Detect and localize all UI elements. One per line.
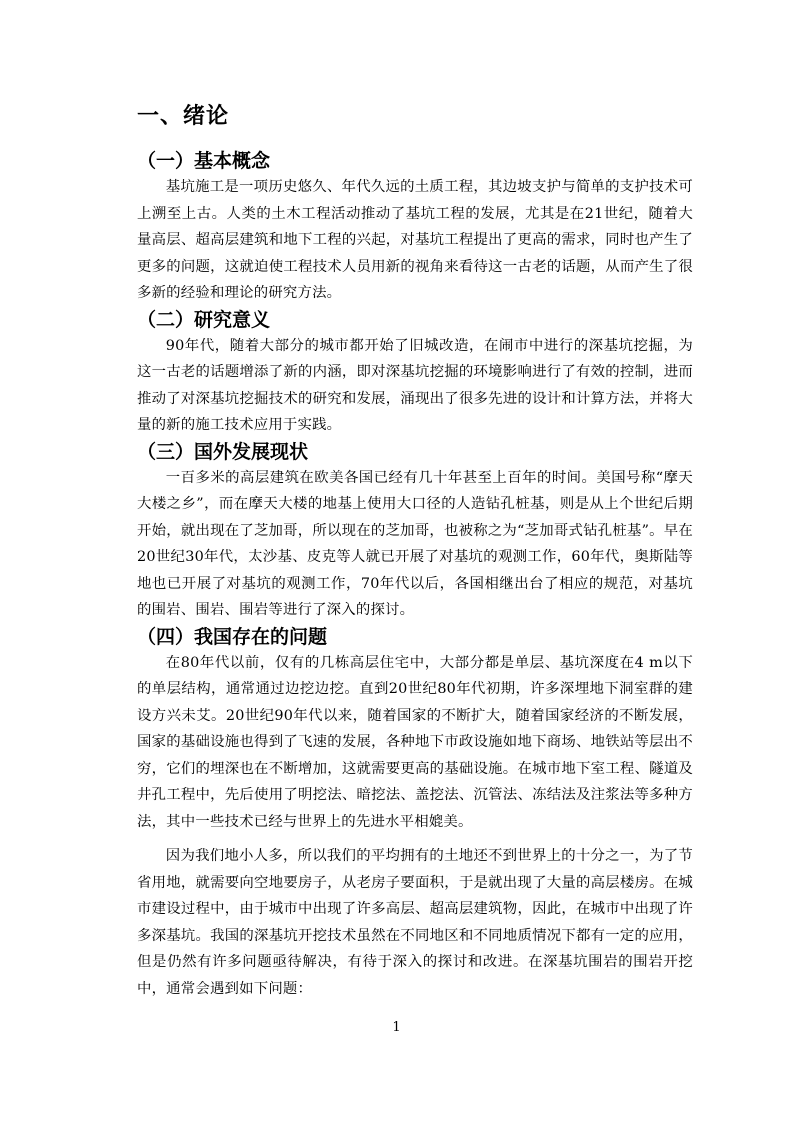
section-heading: （二）研究意义 xyxy=(137,308,271,331)
section-research-significance xyxy=(137,307,693,439)
page-number: 1 xyxy=(392,1020,401,1035)
section-heading: （一）基本概念 xyxy=(137,150,271,172)
paragraph: 因为我们地小人多，所以我们的平均拥有的土地还不到世界上的十分之一，为了节省用地，就需要向空地要房子，从老房子要面积，于是就出现了大量的高层楼房。在城市建设过程中，由于城市中出现了许多高层、超高层建筑物，因此，在城市中出现了许多深基坑。我国的深基坑开挖技术虽然在不同地区和不同地质情况下都有一定的应用，但是仍然有许多问题亟待解决，有待于深入的探讨和改进。在深基坑围岩的围岩开挖中，通常会遇到如下问题： xyxy=(137,848,693,997)
chapter-title: 一、绪论 xyxy=(137,104,230,129)
paragraph: 在80年代以前，仅有的几栋高层住宅中，大部分都是单层、基坑深度在4 m以下的单层结构，通常通过边挖边挖。直到20世纪80年代初期，许多深埋地下洞室群的建设方兴未艾。20世纪90年代以来，随着国家的不断扩大，随着国家经济的不断发展，国家的基础设施也得到了飞速的发展，各种地下市政设施如地下商场、地铁站等层出不穷，它们的埋深也在不断增加，这就需要更高的基础设施。在城市地下室工程、隧道及井孔工程中，先后使用了明挖法、暗挖法、盖挖法、沉管法、冻结法及注浆法等多种方法，其中一些技术已经与世界上的先进水平相媲美。 xyxy=(137,654,693,830)
section-heading: （三）国外发展现状 xyxy=(137,440,309,463)
section-basic-concept xyxy=(137,148,693,307)
section-domestic-problems xyxy=(137,624,693,1003)
paragraph: 90年代，随着大部分的城市都开始了旧城改造，在闹市中进行的深基坑挖掘，为这一古老的话题增添了新的内涵，即对深基坑挖掘的环境影响进行了有效的控制，进而推动了对深基坑挖掘技术的研究和发展，涌现出了很多先进的设计和计算方法，并将大量的新的施工技术应用于实践。 xyxy=(137,337,693,433)
paragraph: 一百多米的高层建筑在欧美各国已经有几十年甚至上百年的时间。美国号称“摩天大楼之乡”，而在摩天大楼的地基上使用大口径的人造钻孔桩基，则是从上个世纪后期开始，就出现在了芝加哥，所以现在的芝加哥，也被称之为“芝加哥式钻孔桩基”。早在20世纪30年代，太沙基、皮克等人就已开展了对基坑的观测工作，60年代，奥斯陆等地也已开展了对基坑的观测工作，70年代以后，各国相继出台了相应的规范，对基坑的围岩、围岩、围岩等进行了深入的探讨。 xyxy=(137,469,693,618)
document-body xyxy=(137,100,693,1002)
section-foreign-development xyxy=(137,439,693,624)
section-heading: （四）我国存在的问题 xyxy=(137,625,328,648)
paragraph: 基坑施工是一项历史悠久、年代久远的土质工程，其边坡支护与简单的支护技术可上溯至上古。人类的土木工程活动推动了基坑工程的发展，尤其是在21世纪，随着大量高层、超高层建筑和地下工程的兴起，对基坑工程提出了更高的需求，同时也产生了更多的问题，这就迫使工程技术人员用新的视角来看待这一古老的话题，从而产生了很多新的经验和理论的研究方法。 xyxy=(137,179,693,301)
